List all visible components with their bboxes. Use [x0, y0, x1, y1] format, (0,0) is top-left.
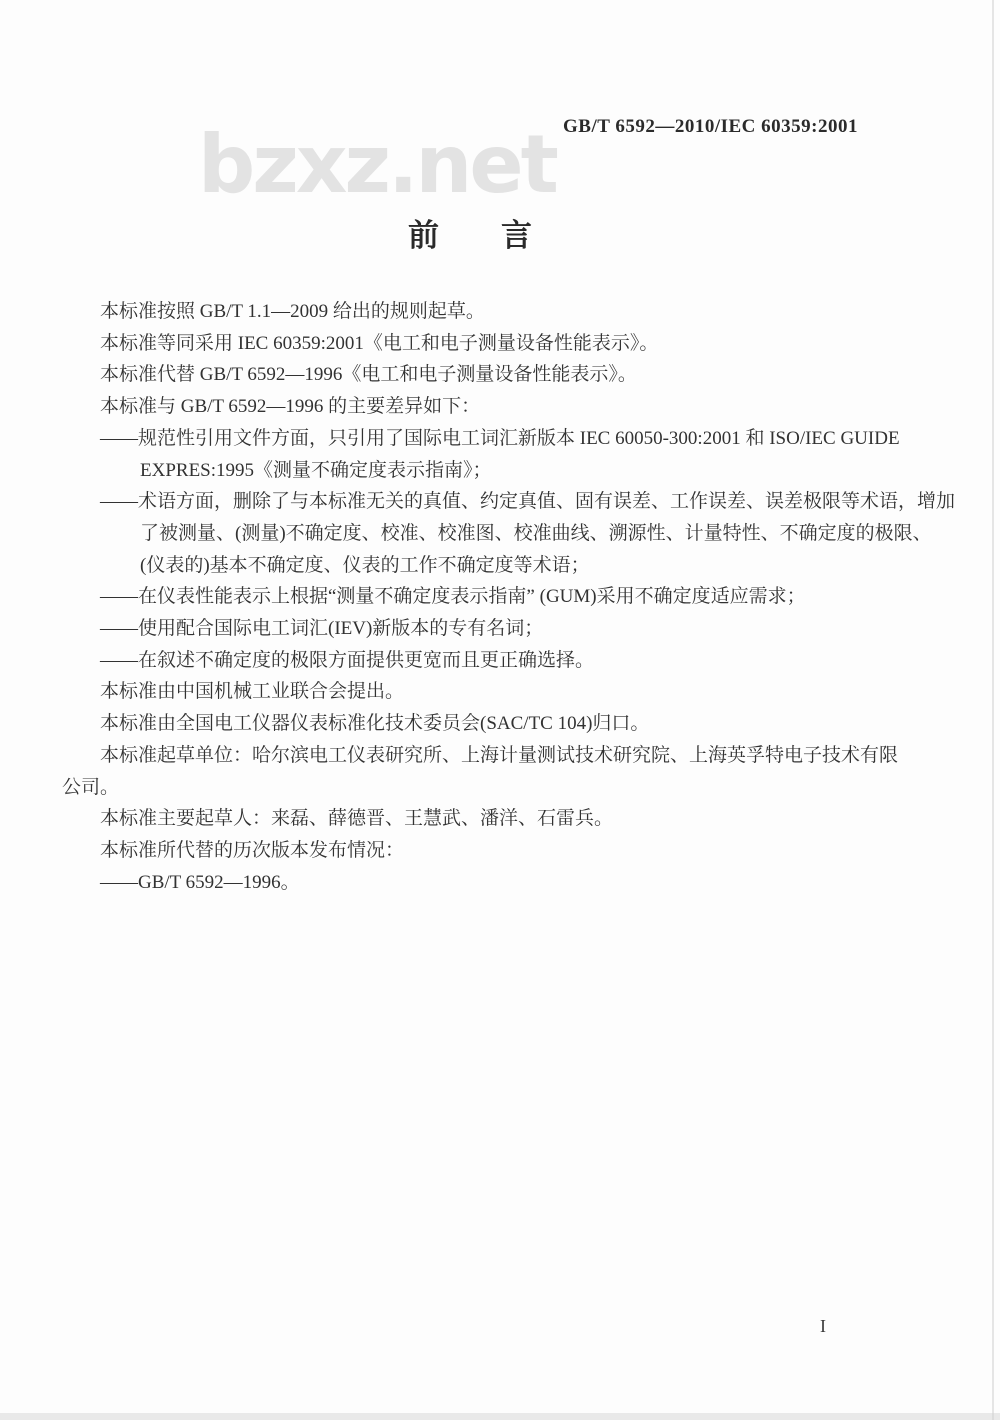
scan-edge-bottom	[0, 1413, 1000, 1420]
text-line: ——在叙述不确定度的极限方面提供更宽而且更正确选择。	[100, 649, 595, 671]
text-line: 本标准由全国电工仪器仪表标准化技术委员会(SAC/TC 104)归口。	[100, 713, 650, 735]
page-number: I	[820, 1316, 826, 1336]
text-line: EXPRES:1995《测量不确定度表示指南》；	[140, 459, 492, 481]
page-title: 前 言	[408, 218, 532, 253]
text-line: 本标准按照 GB/T 1.1—2009 给出的规则起草。	[100, 301, 485, 322]
text-line: 本标准所代替的历次版本发布情况：	[100, 839, 405, 861]
text-line: ——使用配合国际电工词汇(IEV)新版本的专有名词；	[100, 618, 544, 640]
text-line: (仪表的)基本不确定度、仪表的工作不确定度等术语；	[140, 554, 590, 576]
text-line: ——GB/T 6592—1996。	[100, 871, 300, 893]
text-line: ——在仪表性能表示上根据“测量不确定度表示指南” (GUM)采用不确定度适应需求；	[100, 586, 806, 608]
watermark-text: bzxz.net	[198, 118, 556, 211]
text-line: ——术语方面，删除了与本标准无关的真值、约定真值、固有误差、工作误差、误差极限等术语，增加	[100, 491, 956, 513]
document-body	[62, 296, 956, 898]
text-line: 本标准等同采用 IEC 60359:2001《电工和电子测量设备性能表示》。	[100, 332, 659, 354]
text-line: 公司。	[62, 776, 120, 798]
text-line: 本标准与 GB/T 6592—1996 的主要差异如下：	[100, 396, 481, 418]
text-line: 本标准代替 GB/T 6592—1996《电工和电子测量设备性能表示》。	[100, 364, 637, 386]
text-line: ——规范性引用文件方面，只引用了国际电工词汇新版本 IEC 60050-300:2001 和 ISO/IEC GUIDE	[100, 427, 900, 449]
standard-code: GB/T 6592—2010/IEC 60359:2001	[563, 116, 858, 137]
text-line: 了被测量、(测量)不确定度、校准、校准图、校准曲线、溯源性、计量特性、不确定度的极限、	[140, 522, 932, 544]
text-line: 本标准主要起草人：来磊、薛德晋、王慧武、潘洋、石雷兵。	[100, 808, 614, 830]
text-line: 本标准由中国机械工业联合会提出。	[100, 681, 405, 703]
text-line: 本标准起草单位：哈尔滨电工仪表研究所、上海计量测试技术研究院、上海英孚特电子技术有限	[100, 744, 899, 766]
scan-edge-right	[992, 0, 994, 1420]
